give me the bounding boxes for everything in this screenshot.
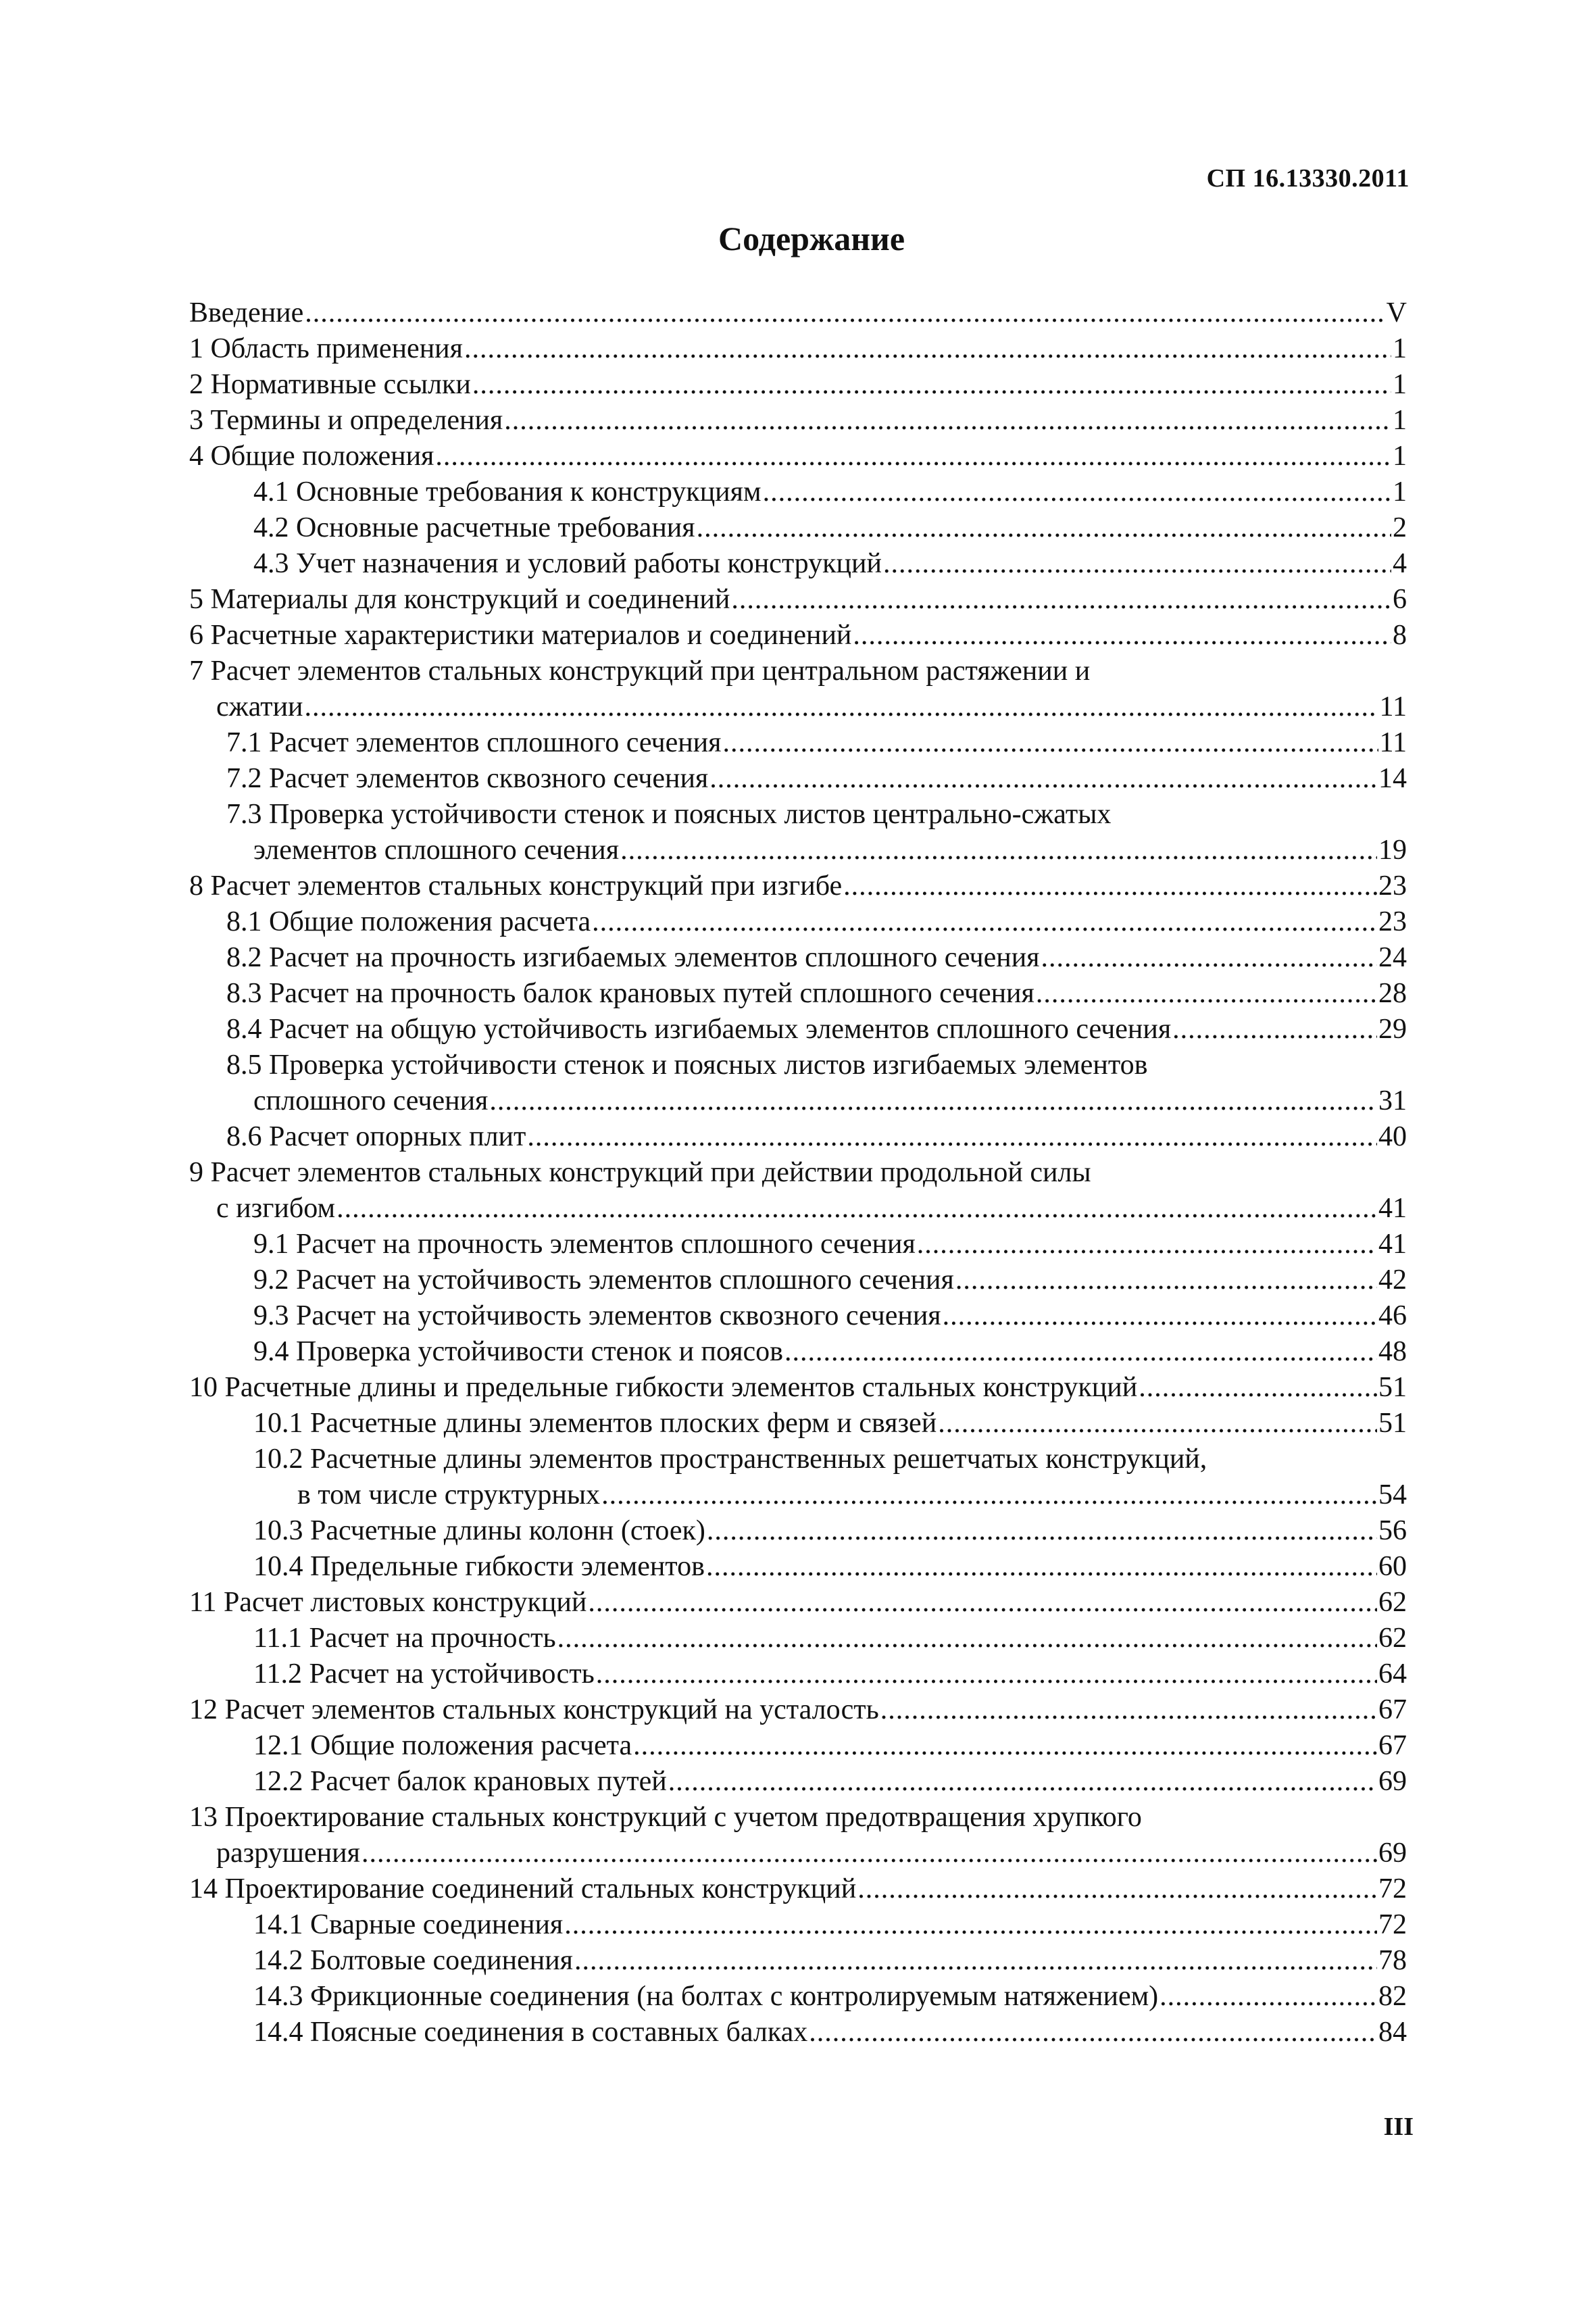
toc-entry-title: 11 Расчет листовых конструкций — [189, 1587, 587, 1618]
toc-entry — [189, 1656, 1407, 1692]
toc-entry-title: 5 Материалы для конструкций и соединений — [189, 584, 730, 615]
toc-entry-title: 8.4 Расчет на общую устойчивость изгибаемых элементов сплошного сечения — [226, 1014, 1172, 1045]
toc-entry — [189, 2015, 1407, 2050]
toc-entry — [189, 1334, 1407, 1370]
toc-entry-page: 41 — [1378, 1229, 1407, 1260]
toc-entry-title: 2 Нормативные ссылки — [189, 369, 471, 400]
toc-entry-page: 60 — [1378, 1551, 1407, 1582]
toc-leader — [305, 689, 1378, 725]
toc-entry — [189, 1943, 1407, 1979]
toc-entry-heading — [189, 1155, 1407, 1191]
toc-entry — [189, 546, 1407, 582]
toc-leader — [361, 1836, 1377, 1871]
toc-entry-page: 69 — [1378, 1838, 1407, 1869]
toc-entry-title: 8.3 Расчет на прочность балок крановых путей сплошного сечения — [226, 978, 1034, 1009]
toc-leader — [620, 833, 1377, 868]
toc-entry — [189, 1227, 1407, 1262]
toc-entry-page: 72 — [1378, 1873, 1407, 1904]
toc-entry — [189, 439, 1407, 474]
toc-entry-title: сжатии — [216, 691, 303, 722]
toc-entry-page: 23 — [1378, 870, 1407, 902]
toc-entry-title: 14.1 Сварные соединения — [253, 1909, 564, 1940]
toc-entry-title: 11.1 Расчет на прочность — [253, 1623, 556, 1654]
toc-entry-page: 72 — [1378, 1909, 1407, 1940]
toc-entry-title: 9.1 Расчет на прочность элементов сплошного сечения — [253, 1229, 916, 1260]
toc-leader — [489, 1083, 1377, 1119]
toc-entry — [189, 1728, 1407, 1764]
toc-entry — [189, 1907, 1407, 1943]
toc-entry-title: 7.2 Расчет элементов сквозного сечения — [226, 763, 709, 794]
toc-entry-title: 4 Общие положения — [189, 441, 434, 472]
toc-entry-title: с изгибом — [216, 1193, 336, 1224]
toc-entry-title: 4.3 Учет назначения и условий работы конструкций — [253, 548, 882, 579]
toc-entry-page: 24 — [1378, 942, 1407, 973]
toc-entry-heading — [189, 1800, 1407, 1836]
page-number: III — [1383, 2113, 1414, 2141]
toc-entry — [189, 1012, 1407, 1048]
toc-entry-title: 6 Расчетные характеристики материалов и соединений — [189, 620, 852, 651]
toc-entry — [189, 474, 1407, 510]
toc-entry — [189, 1119, 1407, 1155]
document-code: СП 16.13330.2011 — [1206, 164, 1410, 193]
toc-entry-title: 9.2 Расчет на устойчивость элементов сплошного сечения — [253, 1264, 954, 1296]
toc-entry-title: 10.1 Расчетные длины элементов плоских ферм и связей — [253, 1408, 937, 1439]
toc-leader — [592, 904, 1377, 940]
toc-entry-page: 51 — [1378, 1372, 1407, 1403]
toc-entry — [189, 1621, 1407, 1656]
toc-entry-title: 9 Расчет элементов стальных конструкций при действии продольной силы — [189, 1157, 1091, 1188]
toc-entry-title: Введение — [189, 297, 304, 328]
toc-leader — [938, 1406, 1377, 1442]
toc-entry-title: 14.2 Болтовые соединения — [253, 1945, 573, 1976]
toc-entry — [189, 725, 1407, 761]
toc-entry-page: 56 — [1378, 1515, 1407, 1546]
toc-entry-title: 9.3 Расчет на устойчивость элементов сквозного сечения — [253, 1300, 941, 1331]
toc-entry-page: 40 — [1378, 1121, 1407, 1152]
toc-entry-page: 31 — [1378, 1085, 1407, 1116]
toc-entry-heading — [189, 797, 1407, 833]
toc-leader — [633, 1728, 1377, 1764]
toc-entry-page: V — [1386, 297, 1407, 328]
toc-leader — [504, 403, 1391, 439]
toc-entry-title: 11.2 Расчет на устойчивость — [253, 1658, 595, 1690]
toc-entry-title: 4.2 Основные расчетные требования — [253, 512, 695, 543]
toc-leader — [784, 1334, 1377, 1370]
toc-entry-title: элементов сплошного сечения — [253, 835, 620, 866]
toc-entry — [189, 367, 1407, 403]
toc-entry-page: 11 — [1379, 691, 1407, 722]
toc-leader — [955, 1262, 1377, 1298]
toc-leader — [472, 367, 1391, 403]
toc-entry-title: 7.1 Расчет элементов сплошного сечения — [226, 727, 722, 758]
toc-entry-title: 10 Расчетные длины и предельные гибкости элементов стальных конструкций — [189, 1372, 1138, 1403]
toc-leader — [943, 1298, 1377, 1334]
toc-entry-page: 1 — [1393, 333, 1407, 364]
toc-entry-page: 54 — [1378, 1479, 1407, 1510]
toc-entry-title: 10.3 Расчетные длины колонн (стоек) — [253, 1515, 705, 1546]
toc-entry-title: в том числе структурных — [297, 1479, 601, 1510]
toc-leader — [601, 1477, 1377, 1513]
toc-entry — [189, 1370, 1407, 1406]
toc-leader — [763, 474, 1391, 510]
toc-leader — [557, 1621, 1377, 1656]
toc-entry-title: 8.2 Расчет на прочность изгибаемых элементов сплошного сечения — [226, 942, 1040, 973]
toc-entry — [189, 1871, 1407, 1907]
toc-entry — [189, 1298, 1407, 1334]
toc-entry-title: 14 Проектирование соединений стальных конструкций — [189, 1873, 857, 1904]
toc-entry-title: 8.6 Расчет опорных плит — [226, 1121, 526, 1152]
toc-entry-title: 3 Термины и определения — [189, 405, 503, 436]
toc-entry-page: 69 — [1378, 1766, 1407, 1797]
toc-leader — [917, 1227, 1377, 1262]
toc-entry — [189, 1979, 1407, 2015]
toc-leader — [1172, 1012, 1377, 1048]
toc-entry-page: 48 — [1378, 1336, 1407, 1367]
toc-leader — [1139, 1370, 1377, 1406]
toc-entry-heading — [189, 1048, 1407, 1083]
toc-entry-title: 1 Область применения — [189, 333, 463, 364]
toc-leader — [435, 439, 1391, 474]
toc-entry-page: 84 — [1378, 2017, 1407, 2048]
toc-entry-page: 82 — [1378, 1981, 1407, 2012]
toc-entry-page: 2 — [1393, 512, 1407, 543]
toc-leader — [574, 1943, 1377, 1979]
toc-leader — [1159, 1979, 1377, 2015]
toc-entry-page: 67 — [1378, 1730, 1407, 1761]
toc-leader — [809, 2015, 1377, 2050]
toc-entry-page: 62 — [1378, 1587, 1407, 1618]
toc-entry — [189, 833, 1407, 868]
toc-entry — [189, 1836, 1407, 1871]
toc-entry — [189, 1764, 1407, 1800]
toc-entry — [189, 904, 1407, 940]
toc-entry-page: 1 — [1393, 405, 1407, 436]
toc-leader — [527, 1119, 1377, 1155]
toc-entry-title: 14.4 Поясные соединения в составных балках — [253, 2017, 808, 2048]
toc-entry — [189, 761, 1407, 797]
toc-entry-title: 12.1 Общие положения расчета — [253, 1730, 632, 1761]
toc-entry-title: 12.2 Расчет балок крановых путей — [253, 1766, 667, 1797]
toc-leader — [588, 1585, 1377, 1621]
toc-leader — [857, 1871, 1377, 1907]
toc-entry — [189, 1083, 1407, 1119]
page-title: Содержание — [718, 220, 905, 257]
toc-entry-heading — [189, 654, 1407, 689]
toc-leader — [709, 761, 1377, 797]
toc-entry — [189, 510, 1407, 546]
toc-leader — [722, 725, 1378, 761]
toc-entry — [189, 1692, 1407, 1728]
toc-leader — [853, 618, 1391, 654]
toc-entry-page: 8 — [1393, 620, 1407, 651]
toc-entry-title: 7 Расчет элементов стальных конструкций при центральном растяжении и — [189, 656, 1091, 687]
toc-entry — [189, 1549, 1407, 1585]
toc-leader — [843, 868, 1377, 904]
toc-entry-title: 8 Расчет элементов стальных конструкций при изгибе — [189, 870, 843, 902]
toc-entry-page: 42 — [1378, 1264, 1407, 1296]
table-of-contents — [189, 295, 1407, 2050]
toc-entry-title: 14.3 Фрикционные соединения (на болтах с контролируемым натяжением) — [253, 1981, 1159, 2012]
toc-entry — [189, 618, 1407, 654]
toc-entry-title: разрушения — [216, 1838, 360, 1869]
toc-entry — [189, 868, 1407, 904]
toc-entry-title: 10.4 Предельные гибкости элементов — [253, 1551, 705, 1582]
toc-entry — [189, 331, 1407, 367]
toc-entry-page: 14 — [1378, 763, 1407, 794]
toc-leader — [880, 1692, 1377, 1728]
toc-entry — [189, 403, 1407, 439]
toc-entry — [189, 582, 1407, 618]
toc-entry — [189, 295, 1407, 331]
toc-entry — [189, 1585, 1407, 1621]
toc-entry-page: 1 — [1393, 369, 1407, 400]
toc-entry-title: 8.1 Общие положения расчета — [226, 906, 591, 937]
toc-leader — [336, 1191, 1377, 1227]
toc-leader — [697, 510, 1391, 546]
toc-leader — [596, 1656, 1377, 1692]
toc-entry-title: 10.2 Расчетные длины элементов пространственных решетчатых конструкций, — [253, 1444, 1207, 1475]
toc-entry-page: 29 — [1378, 1014, 1407, 1045]
toc-entry-page: 1 — [1393, 476, 1407, 508]
toc-entry-title: 9.4 Проверка устойчивости стенок и поясов — [253, 1336, 784, 1367]
toc-entry-page: 67 — [1378, 1694, 1407, 1725]
toc-leader — [707, 1513, 1377, 1549]
toc-entry-page: 41 — [1378, 1193, 1407, 1224]
toc-entry — [189, 940, 1407, 976]
toc-leader — [883, 546, 1391, 582]
toc-entry — [189, 1191, 1407, 1227]
toc-entry-page: 62 — [1378, 1623, 1407, 1654]
toc-entry-title: 8.5 Проверка устойчивости стенок и поясных листов изгибаемых элементов — [226, 1050, 1148, 1081]
toc-entry-page: 6 — [1393, 584, 1407, 615]
toc-leader — [668, 1764, 1377, 1800]
toc-entry-page: 1 — [1393, 441, 1407, 472]
toc-leader — [1041, 940, 1377, 976]
toc-entry — [189, 1513, 1407, 1549]
toc-entry-page: 28 — [1378, 978, 1407, 1009]
toc-entry — [189, 1262, 1407, 1298]
toc-entry — [189, 689, 1407, 725]
toc-leader — [731, 582, 1391, 618]
toc-entry-page: 46 — [1378, 1300, 1407, 1331]
toc-entry-page: 23 — [1378, 906, 1407, 937]
toc-entry-page: 4 — [1393, 548, 1407, 579]
toc-entry — [189, 1477, 1407, 1513]
toc-leader — [1036, 976, 1377, 1012]
toc-leader — [706, 1549, 1377, 1585]
toc-entry-page: 78 — [1378, 1945, 1407, 1976]
toc-entry-page: 19 — [1378, 835, 1407, 866]
toc-entry-page: 64 — [1378, 1658, 1407, 1690]
toc-entry-title: 7.3 Проверка устойчивости стенок и поясных листов центрально-сжатых — [226, 799, 1112, 830]
toc-entry-heading — [189, 1442, 1407, 1477]
toc-entry — [189, 1406, 1407, 1442]
toc-entry-title: 13 Проектирование стальных конструкций с учетом предотвращения хрупкого — [189, 1802, 1142, 1833]
toc-leader — [464, 331, 1391, 367]
toc-entry-page: 11 — [1379, 727, 1407, 758]
toc-entry-title: сплошного сечения — [253, 1085, 489, 1116]
toc-entry-title: 4.1 Основные требования к конструкциям — [253, 476, 762, 508]
toc-entry-page: 51 — [1378, 1408, 1407, 1439]
toc-leader — [305, 295, 1385, 331]
toc-entry-title: 12 Расчет элементов стальных конструкций на усталость — [189, 1694, 879, 1725]
toc-entry — [189, 976, 1407, 1012]
toc-leader — [564, 1907, 1377, 1943]
